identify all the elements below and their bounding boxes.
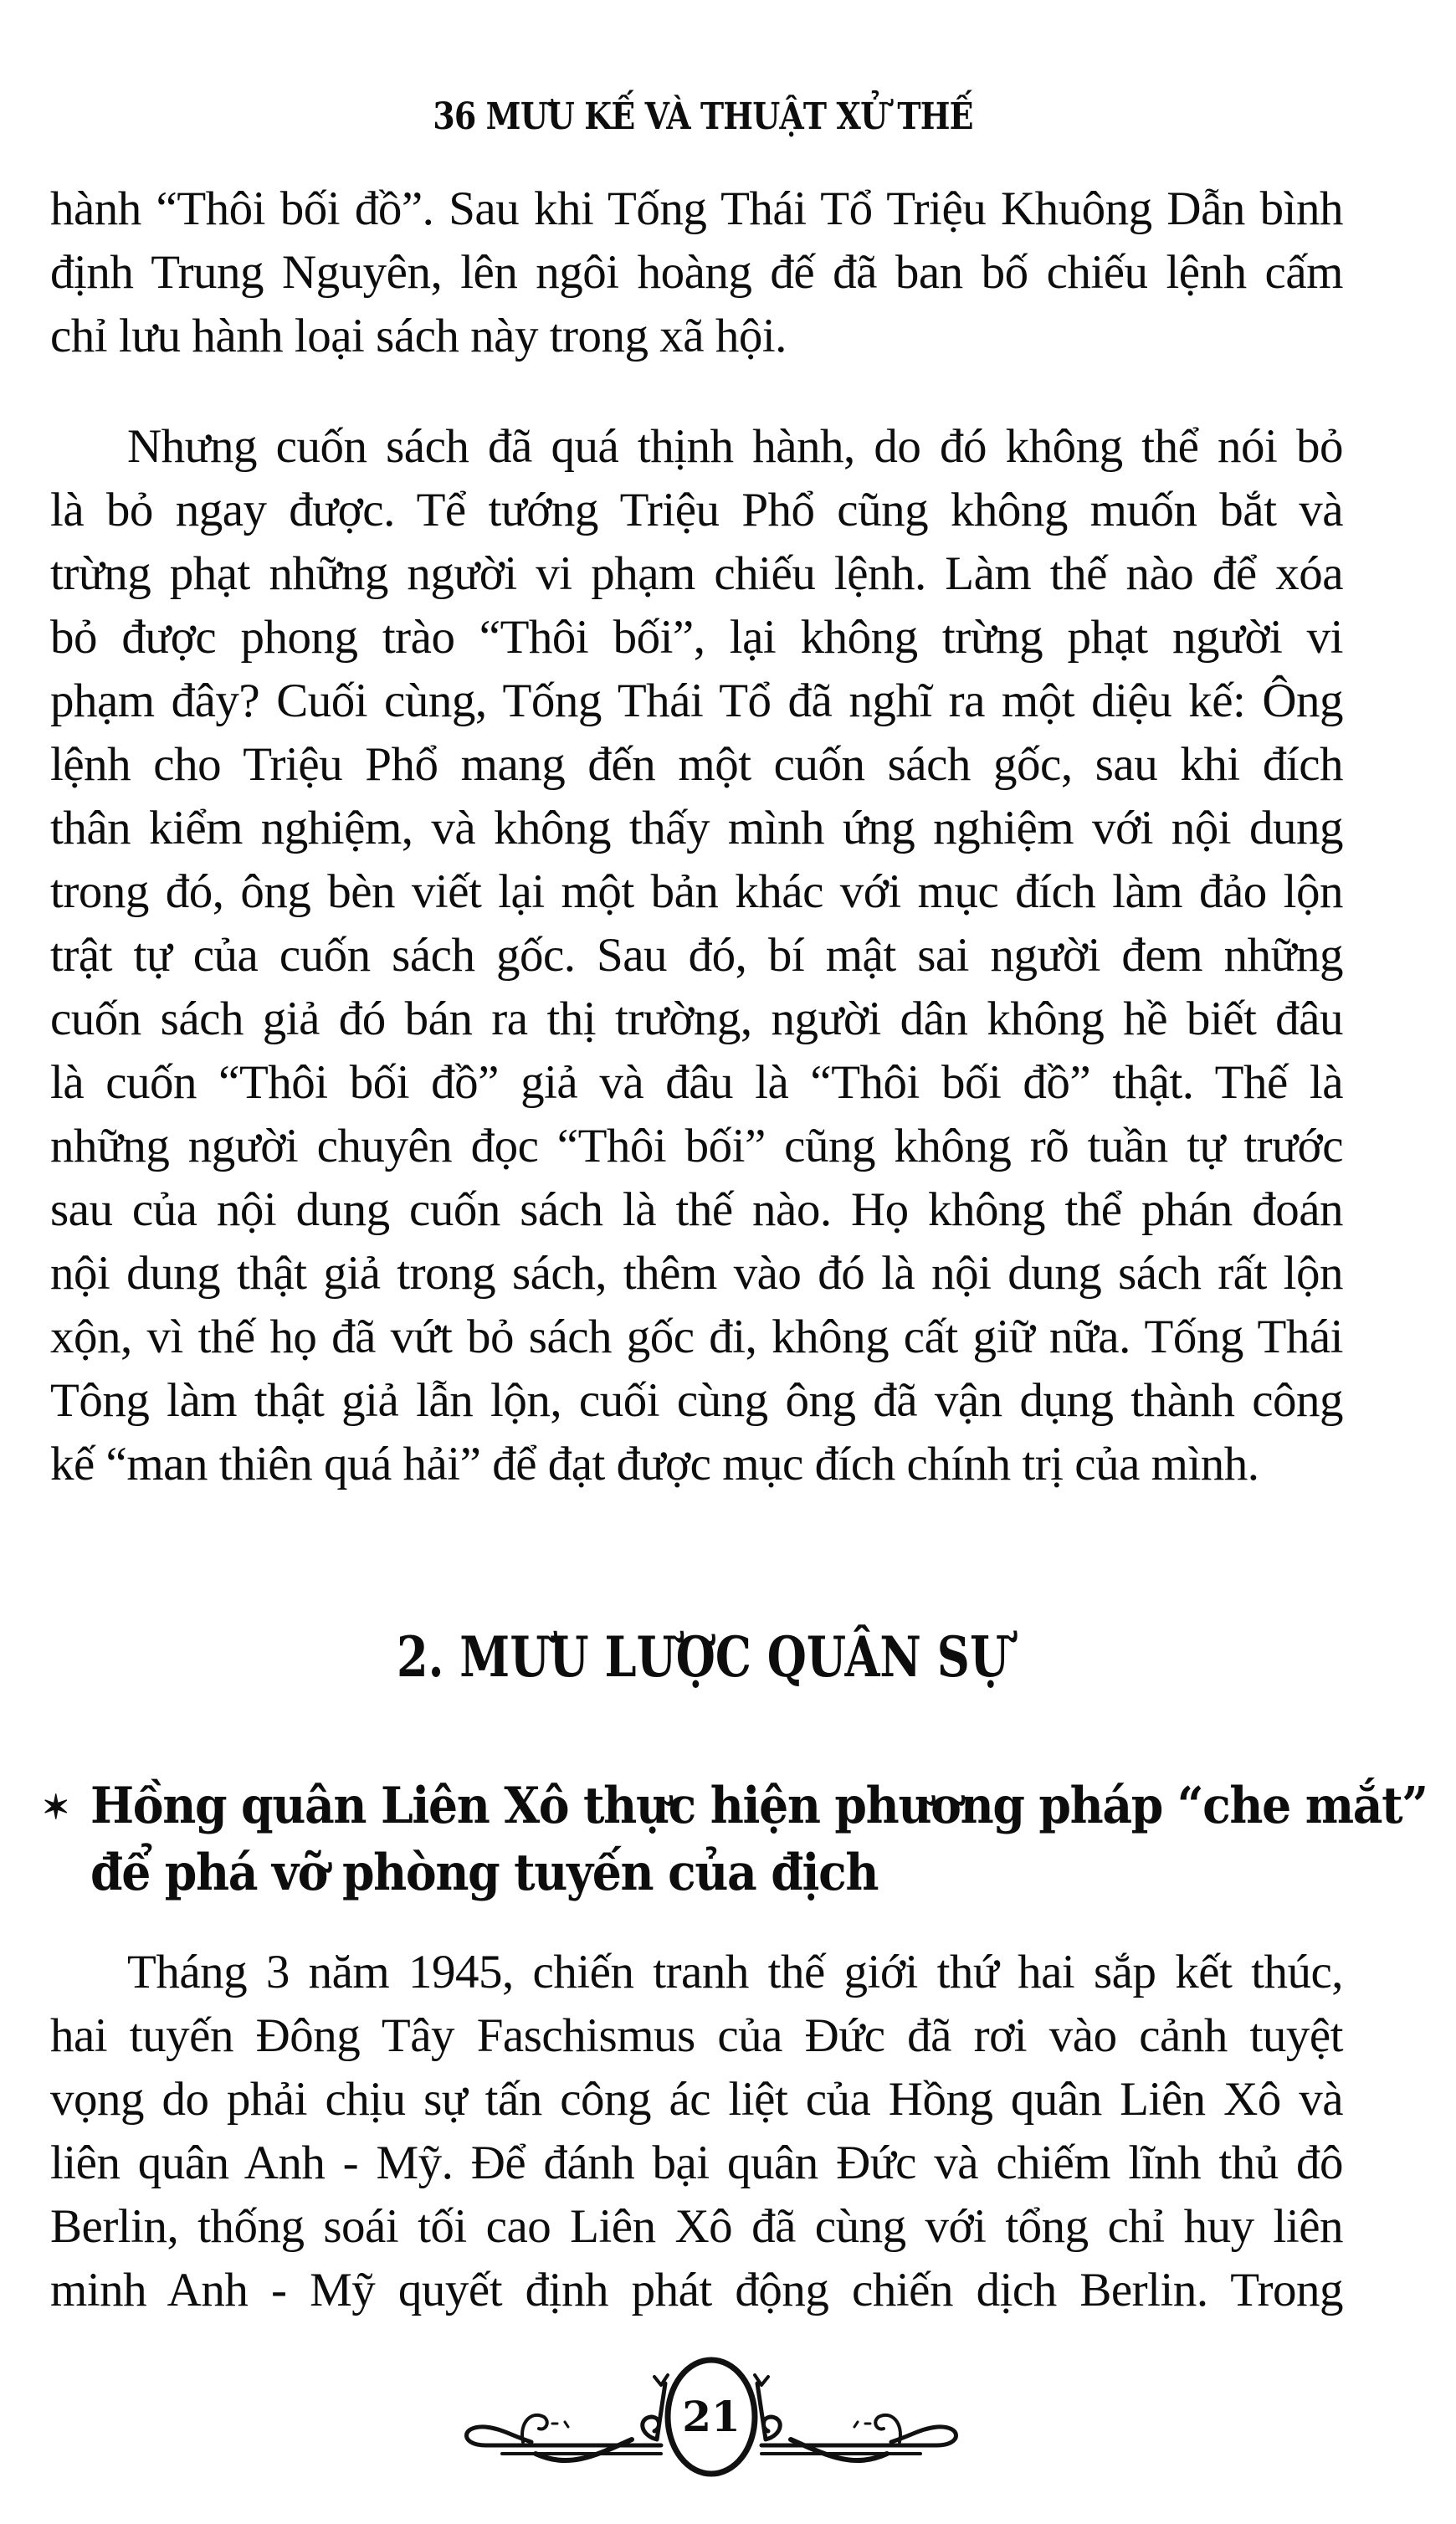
text-line: sau của nội dung cuốn sách là thế nào. Họ không thể phán đoán: [50, 1183, 1343, 1236]
text-line: Nhưng cuốn sách đã quá thịnh hành, do đó không thể nói bỏ: [127, 420, 1343, 473]
text-line: phạm đây? Cuối cùng, Tống Thái Tổ đã nghĩ ra một diệu kế: Ông: [50, 675, 1343, 727]
text-line: hai tuyến Đông Tây Faschismus của Đức đã rơi vào cảnh tuyệt: [50, 2009, 1343, 2062]
text-line: là bỏ ngay được. Tể tướng Triệu Phổ cũng không muốn bắt và: [50, 484, 1343, 536]
paragraph-1: [50, 177, 1343, 368]
page-number: 21: [682, 2392, 741, 2441]
text-line: xộn, vì thế họ đã vứt bỏ sách gốc đi, không cất giữ nữa. Tống Thái: [50, 1311, 1343, 1363]
text-line: lệnh cho Triệu Phổ mang đến một cuốn sách gốc, sau khi đích: [50, 738, 1343, 791]
text-line: trừng phạt những người vi phạm chiếu lệnh. Làm thế nào để xóa: [50, 547, 1343, 600]
text-line: nội dung thật giả trong sách, thêm vào đó là nội dung sách rất lộn: [50, 1247, 1343, 1300]
text-line: thân kiểm nghiệm, và không thấy mình ứng nghiệm với nội dung: [50, 802, 1343, 854]
text-line: vọng do phải chịu sự tấn công ác liệt của Hồng quân Liên Xô và: [50, 2073, 1343, 2126]
text-line: Berlin, thống soái tối cao Liên Xô đã cùng với tổng chỉ huy liên: [50, 2200, 1343, 2253]
paragraph-3: [50, 1941, 1343, 2322]
text-line: bỏ được phong trào “Thôi bối”, lại không trừng phạt người vi: [50, 611, 1343, 664]
running-head: 36 MƯU KẾ VÀ THUẬT XỬ THẾ: [433, 95, 973, 138]
star-icon: ✶: [42, 1788, 69, 1827]
text-line: là cuốn “Thôi bối đồ” giả và đâu là “Thôi bối đồ” thật. Thế là: [50, 1056, 1343, 1109]
text-line: kế “man thiên quá hải” để đạt được mục đích chính trị của mình.: [50, 1438, 1259, 1490]
text-line: cuốn sách giả đó bán ra thị trường, người dân không hề biết đâu: [50, 993, 1343, 1045]
paragraph-2: [50, 415, 1343, 1496]
text-line: những người chuyên đọc “Thôi bối” cũng không rõ tuần tự trước: [50, 1120, 1343, 1172]
page-footer: [452, 2352, 971, 2477]
text-line: Tháng 3 năm 1945, chiến tranh thế giới thứ hai sắp kết thúc,: [127, 1946, 1343, 1998]
text-line: liên quân Anh - Mỹ. Để đánh bại quân Đức và chiếm lĩnh thủ đô: [50, 2137, 1343, 2189]
text-line: hành “Thôi bối đồ”. Sau khi Tống Thái Tổ Triệu Khuông Dẫn bình: [50, 182, 1343, 235]
subheading-line: Hồng quân Liên Xô thực hiện phương pháp “che mắt”: [90, 1777, 1428, 1835]
text-line: trong đó, ông bèn viết lại một bản khác với mục đích làm đảo lộn: [50, 865, 1343, 918]
text-line: định Trung Nguyên, lên ngôi hoàng đế đã ban bố chiếu lệnh cấm: [50, 246, 1343, 299]
text-line: minh Anh - Mỹ quyết định phát động chiến dịch Berlin. Trong: [50, 2264, 1343, 2316]
subheading-line: để phá vỡ phòng tuyến của địch: [90, 1844, 879, 1902]
text-line: Tông làm thật giả lẫn lộn, cuối cùng ông đã vận dụng thành công: [50, 1374, 1343, 1427]
text-line: chỉ lưu hành loại sách này trong xã hội.: [50, 310, 787, 362]
text-line: trật tự của cuốn sách gốc. Sau đó, bí mật sai người đem những: [50, 929, 1343, 982]
section-heading: 2. MƯU LƯỢC QUÂN SỰ: [396, 1624, 1010, 1690]
